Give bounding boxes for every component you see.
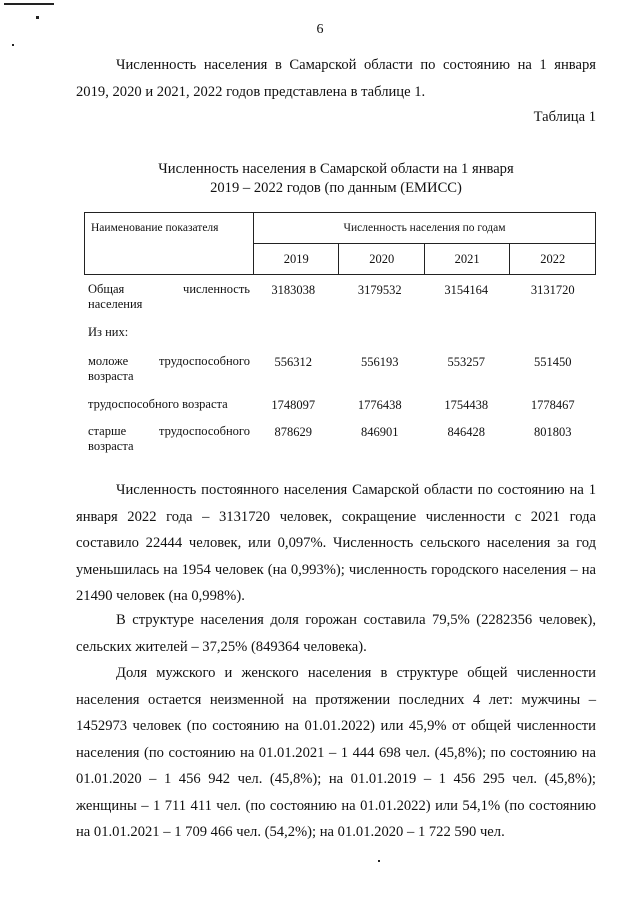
year-header: 2022 [510,244,596,275]
year-header: 2021 [424,244,509,275]
table-cell: 1748097 [271,398,316,412]
row-label-line-1: моложе трудоспособного [88,354,250,368]
row-label [84,282,250,325]
body-paragraph: В структуре населения доля горожан составила 79,5% (2282356 человек), сельских жителей – 37,25% (849364 человека). [76,612,596,655]
table-cell: 556312 [274,355,312,369]
intro-paragraph: Численность населения в Самарской области по состоянию на 1 января 2019, 2020 и 2021, 2022 годов представлена в таблице 1. [76,57,596,100]
table-body [84,282,596,459]
year-header: 2019 [254,244,339,275]
table-row-of-which [84,325,596,354]
row-label-line-2: возраста [88,369,134,383]
table-cell [250,325,337,354]
table-cell: 3179532 [357,283,402,297]
table-cell: 846428 [447,425,485,439]
table-cell: 551450 [534,355,572,369]
table-cell: 1778467 [530,398,575,412]
scan-artifact-dot [378,860,380,862]
table-row-below-working-age [84,354,596,397]
scan-artifact-mark [4,3,54,5]
table-title-line-1: Численность населения в Самарской области на 1 января [158,161,514,177]
table-cell [337,325,424,354]
column-header-population-by-year: Численность населения по годам [254,213,596,244]
year-header: 2020 [339,244,424,275]
row-label [84,354,250,397]
body-paragraph: Доля мужского и женского населения в структуре общей численности населения остается неизменной на протяжении последних 4 лет: мужчины – 1452973 человек (по состоянию на 01.01.2022) или 45,9% от общей численности населения (по состоянию на 01.01.2021 – 1 444 698 чел. (45,8%); по состоянию на 01.01.2020 – 1 456 942 чел. (45,8%); на 01.01.2019 – 1 456 295 чел. (45,8%); женщины – 1 711 411 чел. (по состоянию на 01.01.2022) или 54,1% (по состоянию на 01.01.2021 – 1 709 466 чел. (54,2%); на 01.01.2020 – 1 722 590 чел. [76,665,596,840]
table-cell: 3183038 [271,283,316,297]
row-label-line-1: Общая численность [88,282,250,296]
row-label-line-2: возраста [88,439,134,453]
table-title-line-2: 2019 – 2022 годов (по данным (ЕМИСС) [210,180,462,196]
table-header [84,212,596,275]
row-label-line-1: старше трудоспособного [88,424,250,438]
table-cell: 3131720 [530,283,575,297]
body-paragraph: Численность постоянного населения Самарской области по состоянию на 1 января 2022 года – 3131720 человек, сокращение численности с 2021 года составило 22444 человек, или 0,097%. Численность сельского населения за год уменьшилась на 1954 человек (на 0,993%); численность городского населения – на 21490 человек (на 0,998%). [76,482,596,604]
table-cell: 1754438 [444,398,489,412]
table-row-above-working-age [84,424,596,459]
row-label: Из них: [88,325,129,339]
table-cell: 846901 [361,425,399,439]
table-row-working-age [84,397,596,424]
table-cell: 801803 [534,425,572,439]
scan-artifact-dot [36,16,39,19]
table-cell: 553257 [447,355,485,369]
row-label: трудоспособного возраста [88,397,228,411]
row-label [84,424,250,459]
page-number: 6 [316,22,324,37]
table-title [76,160,596,198]
table-row-total [84,282,596,325]
table-cell: 878629 [274,425,312,439]
scan-artifact-dot [12,44,14,46]
table-cell: 556193 [361,355,399,369]
table-cell [423,325,510,354]
table-cell [510,325,597,354]
row-label-line-2: населения [88,297,143,311]
table-cell: 3154164 [444,283,489,297]
column-header-indicator: Наименование показателя [85,213,254,275]
table-cell: 1776438 [357,398,402,412]
table-label: Таблица 1 [533,109,596,125]
